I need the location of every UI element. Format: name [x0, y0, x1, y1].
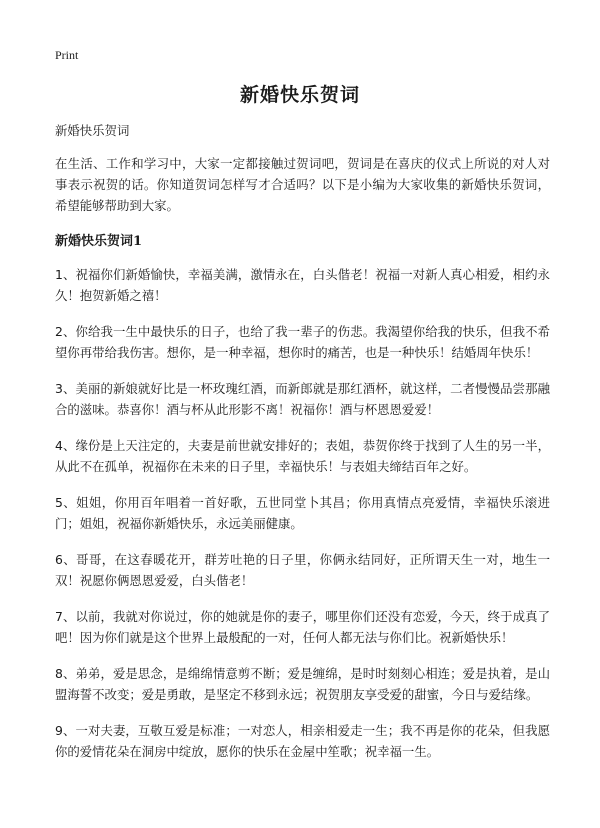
greeting-paragraph-5: 5、姐姐，你用百年唱着一首好歌，五世同堂卜其昌；你用真情点亮爱情，幸福快乐滚进门；姐姐，祝福你新婚快乐，永远美丽健康。 [55, 495, 550, 531]
greeting-paragraph-7: 7、以前，我就对你说过，你的她就是你的妻子，哪里你们还没有恋爱，今天，终于成真了吧！因为你们就是这个世界上最般配的一对，任何人都无法与你们比。祝新婚快乐！ [55, 609, 550, 645]
print-link[interactable]: Print [55, 48, 79, 62]
article-body [55, 120, 550, 777]
page-title: 新婚快乐贺词 [239, 84, 360, 106]
greeting-paragraph-9: 9、一对夫妻，互敬互爱是标准；一对恋人，相亲相爱走一生；我不再是你的花朵，但我愿你的爱情花朵在洞房中绽放，愿你的快乐在金屋中笙歌；祝幸福一生。 [55, 723, 550, 759]
greeting-paragraph-6: 6、哥哥，在这春暖花开，群芳吐艳的日子里，你俩永结同好，正所谓天生一对，地生一双！祝愿你俩恩恩爱爱，白头偕老！ [55, 552, 550, 588]
greeting-paragraph-4: 4、缘份是上天注定的，夫妻是前世就安排好的；表姐，恭贺你终于找到了人生的另一半，从此不在孤单，祝福你在未来的日子里，幸福快乐！与表姐夫缔结百年之好。 [55, 438, 550, 474]
section-heading: 新婚快乐贺词1 [55, 234, 143, 249]
greeting-paragraph-8: 8、弟弟，爱是思念，是绵绵情意剪不断；爱是缠绵，是时时刻刻心相连；爱是执着，是山盟海誓不改变；爱是勇敢，是坚定不移到永远；祝贺朋友享受爱的甜蜜，今日与爱结缘。 [55, 666, 550, 702]
greeting-paragraph-3: 3、美丽的新娘就好比是一杯玫瑰红酒，而新郎就是那红酒杯，就这样，二者慢慢品尝那融合的滋味。恭喜你！酒与杯从此形影不离！祝福你！酒与杯恩恩爱爱！ [55, 381, 550, 417]
greeting-paragraph-1: 1、祝福你们新婚愉快，幸福美满，激情永在，白头偕老！祝福一对新人真心相爱，相约永久！抱贺新婚之禧！ [55, 267, 550, 303]
article-subtitle: 新婚快乐贺词 [55, 123, 130, 138]
intro-paragraph: 在生活、工作和学习中，大家一定都接触过贺词吧，贺词是在喜庆的仪式上所说的对人对事表示祝贺的话。你知道贺词怎样写才合适吗？以下是小编为大家收集的新婚快乐贺词，希望能够帮助到大家。 [55, 156, 550, 213]
greeting-paragraph-2: 2、你给我一生中最快乐的日子，也给了我一辈子的伤悲。我渴望你给我的快乐，但我不希望你再带给我伤害。想你，是一种幸福，想你时的痛苦，也是一种快乐！结婚周年快乐！ [55, 324, 550, 360]
